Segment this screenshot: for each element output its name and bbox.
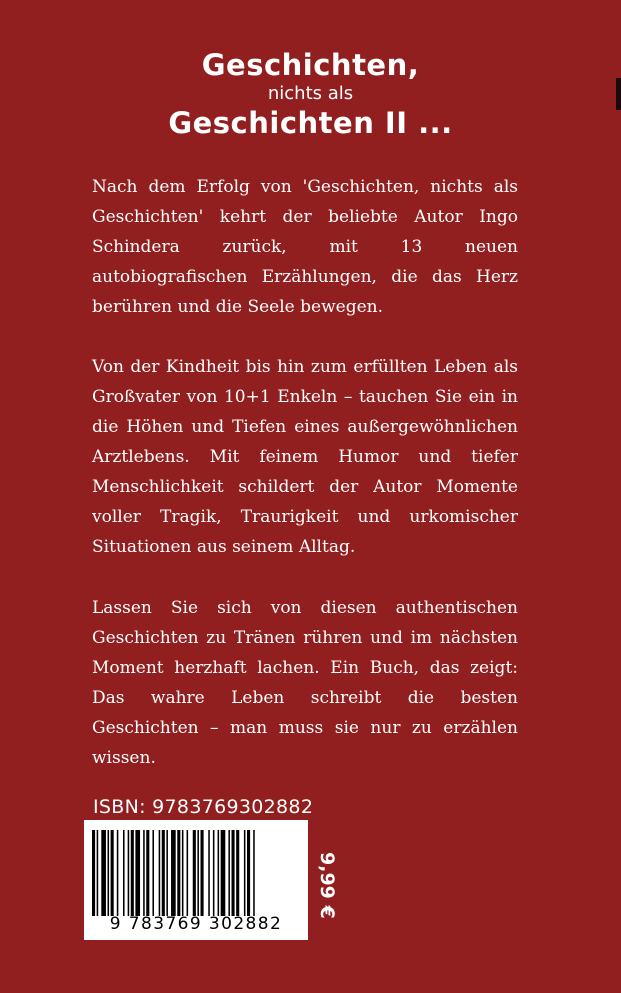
barcode-bar [135, 830, 140, 916]
barcode-bar [117, 830, 119, 916]
title-line-3: Geschichten II ... [168, 106, 453, 140]
barcode-bar [221, 830, 226, 916]
barcode-bar [247, 830, 250, 916]
blurb-paragraph-3: Lassen Sie sich von diesen authentischen Geschichten zu Tränen rühren und im nächsten Moment herzhaft lachen. Ein Buch, das zeigt: Das wahre Leben schreibt die besten Geschichten – man muss sie nur zu erzählen wissen. [92, 598, 518, 768]
title-line-1: Geschichten, [201, 48, 420, 82]
barcode-bar [244, 830, 246, 916]
barcode-bar [97, 830, 99, 916]
barcode-bar [108, 830, 110, 916]
barcode-bar [131, 830, 134, 916]
barcode-bar [193, 830, 196, 916]
barcode-bar [146, 830, 149, 916]
barcode-bars [92, 830, 300, 916]
isbn-label: ISBN: 9783769302882 [93, 796, 314, 818]
barcode-bar [171, 830, 176, 916]
barcode [84, 820, 308, 940]
barcode-bar [101, 830, 106, 916]
barcode-bar [177, 830, 180, 916]
barcode-bar [182, 830, 184, 916]
barcode-digits: 9 783769 302882 [109, 914, 283, 934]
barcode-bar [123, 830, 125, 916]
barcode-bar [166, 830, 168, 916]
barcode-bar [253, 830, 255, 916]
barcode-bar [143, 830, 145, 916]
barcode-bar [201, 830, 204, 916]
barcode-bar [159, 830, 161, 916]
barcode-bar [92, 830, 95, 916]
barcode-bar [208, 830, 210, 916]
barcode-bar [213, 830, 215, 916]
blurb-paragraph-1: Nach dem Erfolg von 'Geschichten, nichts als Geschichten' kehrt der beliebte Autor Ingo Schindera zurück, mit 13 neuen autobiografischen Erzählungen, die das Herz berühren und die Seele bewegen. [92, 177, 518, 317]
barcode-bar [187, 830, 189, 916]
barcode-bar [152, 830, 154, 916]
barcode-bar [128, 830, 130, 916]
price-label: 9,99 € [316, 852, 338, 919]
barcode-bar [236, 830, 239, 916]
title-block [0, 48, 621, 140]
barcode-bar [111, 830, 114, 916]
barcode-bar [232, 830, 235, 916]
title-line-2: nichts als [267, 83, 354, 104]
blurb-paragraph-2: Von der Kindheit bis hin zum erfüllten Leben als Großvater von 10+1 Enkeln – tauchen Sie ein in die Höhen und Tiefen eines außergewöhnlichen Arztlebens. Mit feinem Humor und tiefer Menschlichkeit schildert der Autor Momente voller Tragik, Traurigkeit und urkomischer Situationen aus seinem Alltag. [92, 357, 518, 557]
barcode-bar [228, 830, 230, 916]
barcode-bar [197, 830, 199, 916]
barcode-bar [218, 830, 220, 916]
barcode-bar [162, 830, 165, 916]
